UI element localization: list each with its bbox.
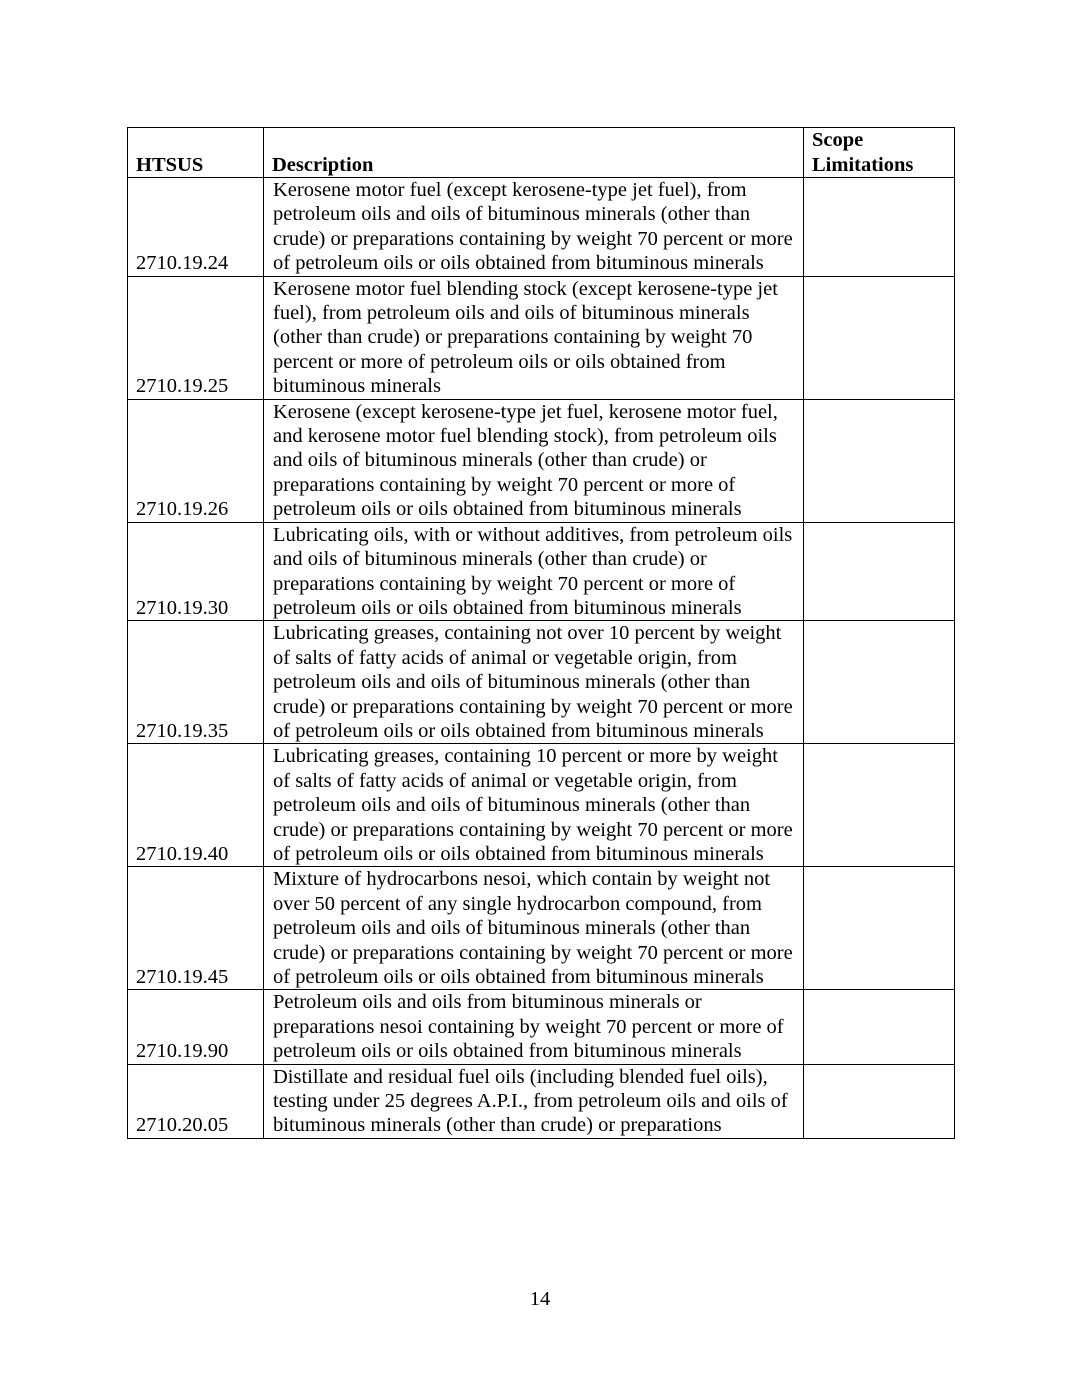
scope-cell — [804, 1064, 955, 1138]
scope-cell — [804, 399, 955, 522]
table-row — [128, 276, 955, 399]
htsus-code: 2710.19.25 — [128, 276, 264, 399]
scope-cell — [804, 276, 955, 399]
header-description: Description — [264, 128, 804, 178]
description-cell: Distillate and residual fuel oils (including blended fuel oils), testing under 25 degrees A.P.I., from petroleum oils and oils of bituminous minerals (other than crude) or preparations — [264, 1064, 804, 1138]
scope-cell — [804, 178, 955, 277]
table-row — [128, 399, 955, 522]
header-scope-limitations: Scope Limitations — [804, 128, 955, 178]
description-cell: Kerosene motor fuel blending stock (except kerosene-type jet fuel), from petroleum oils and oils of bituminous minerals (other than crude) or preparations containing by weight 70 percent or more of petroleum oils or oils obtained from bituminous minerals — [264, 276, 804, 399]
table-row — [128, 1064, 955, 1138]
table-header-row — [128, 128, 955, 178]
htsus-code: 2710.20.05 — [128, 1064, 264, 1138]
scope-cell — [804, 621, 955, 744]
description-cell: Lubricating greases, containing not over 10 percent by weight of salts of fatty acids of animal or vegetable origin, from petroleum oils and oils of bituminous minerals (other than crude) or preparations containing by weight 70 percent or more of petroleum oils or oils obtained from bituminous minerals — [264, 621, 804, 744]
scope-cell — [804, 522, 955, 621]
htsus-code: 2710.19.45 — [128, 867, 264, 990]
scope-cell — [804, 990, 955, 1064]
description-cell: Kerosene motor fuel (except kerosene-type jet fuel), from petroleum oils and oils of bituminous minerals (other than crude) or preparations containing by weight 70 percent or more of petroleum oils or oils obtained from bituminous minerals — [264, 178, 804, 277]
htsus-code: 2710.19.26 — [128, 399, 264, 522]
htsus-code: 2710.19.30 — [128, 522, 264, 621]
table-row — [128, 178, 955, 277]
header-htsus: HTSUS — [128, 128, 264, 178]
table-row — [128, 867, 955, 990]
page-number: 14 — [529, 1288, 551, 1310]
scope-cell — [804, 744, 955, 867]
table-row — [128, 744, 955, 867]
description-cell: Lubricating oils, with or without additives, from petroleum oils and oils of bituminous minerals (other than crude) or preparations containing by weight 70 percent or more of petroleum oils or oils obtained from bituminous minerals — [264, 522, 804, 621]
description-cell: Mixture of hydrocarbons nesoi, which contain by weight not over 50 percent of any single hydrocarbon compound, from petroleum oils and oils of bituminous minerals (other than crude) or preparations containing by weight 70 percent or more of petroleum oils or oils obtained from bituminous minerals — [264, 867, 804, 990]
scope-cell — [804, 867, 955, 990]
description-cell: Petroleum oils and oils from bituminous minerals or preparations nesoi containing by weight 70 percent or more of petroleum oils or oils obtained from bituminous minerals — [264, 990, 804, 1064]
htsus-code: 2710.19.90 — [128, 990, 264, 1064]
table-row — [128, 522, 955, 621]
htsus-code: 2710.19.24 — [128, 178, 264, 277]
htsus-code: 2710.19.35 — [128, 621, 264, 744]
table-row — [128, 621, 955, 744]
description-cell: Lubricating greases, containing 10 percent or more by weight of salts of fatty acids of animal or vegetable origin, from petroleum oils and oils of bituminous minerals (other than crude) or preparations containing by weight 70 percent or more of petroleum oils or oils obtained from bituminous minerals — [264, 744, 804, 867]
htsus-table — [127, 127, 955, 1139]
htsus-code: 2710.19.40 — [128, 744, 264, 867]
table-row — [128, 990, 955, 1064]
description-cell: Kerosene (except kerosene-type jet fuel, kerosene motor fuel, and kerosene motor fuel blending stock), from petroleum oils and oils of bituminous minerals (other than crude) or preparations containing by weight 70 percent or more of petroleum oils or oils obtained from bituminous minerals — [264, 399, 804, 522]
